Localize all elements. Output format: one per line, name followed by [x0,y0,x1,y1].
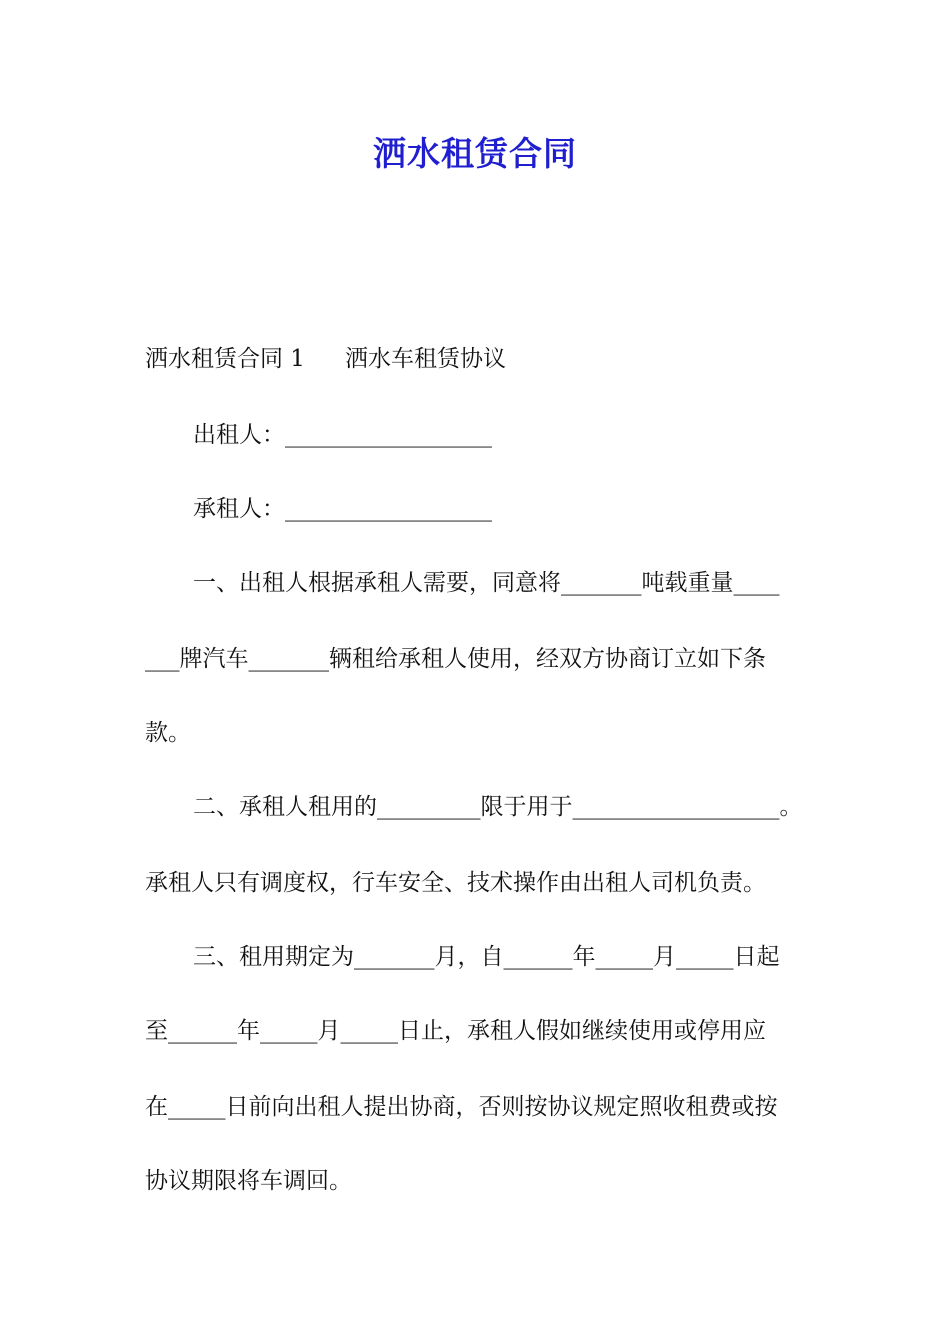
clause-1-line-1: 一、出租人根据承租人需要，同意将_______吨载重量____ [193,570,780,596]
clause-1-line-2: ___牌汽车_______辆租给承租人使用，经双方协商订立如下条 [145,646,766,672]
clause-1-line-3: 款。 [145,720,191,746]
clause-2-line-1: 二、承租人租用的_________限于用于__________________。 [193,794,803,820]
section-heading [145,344,506,374]
clause-2-line-2: 承租人只有调度权，行车安全、技术操作由出租人司机负责。 [145,870,766,896]
lessor-line: 出租人：__________________ [193,422,492,448]
section-heading-right: 洒水车租赁协议 [344,346,506,372]
section-heading-left: 洒水租赁合同 1 [145,346,305,372]
document-title: 洒水租赁合同 [373,134,577,173]
clause-3-line-3: 在_____日前向出租人提出协商，否则按协议规定照收租费或按 [145,1094,778,1120]
clause-3-line-2: 至______年_____月_____日止，承租人假如继续使用或停用应 [145,1018,766,1044]
clause-3-line-1: 三、租用期定为_______月，自______年_____月_____日起 [193,944,780,970]
lessee-line: 承租人：__________________ [193,496,492,522]
clause-3-line-4: 协议期限将车调回。 [145,1168,352,1194]
